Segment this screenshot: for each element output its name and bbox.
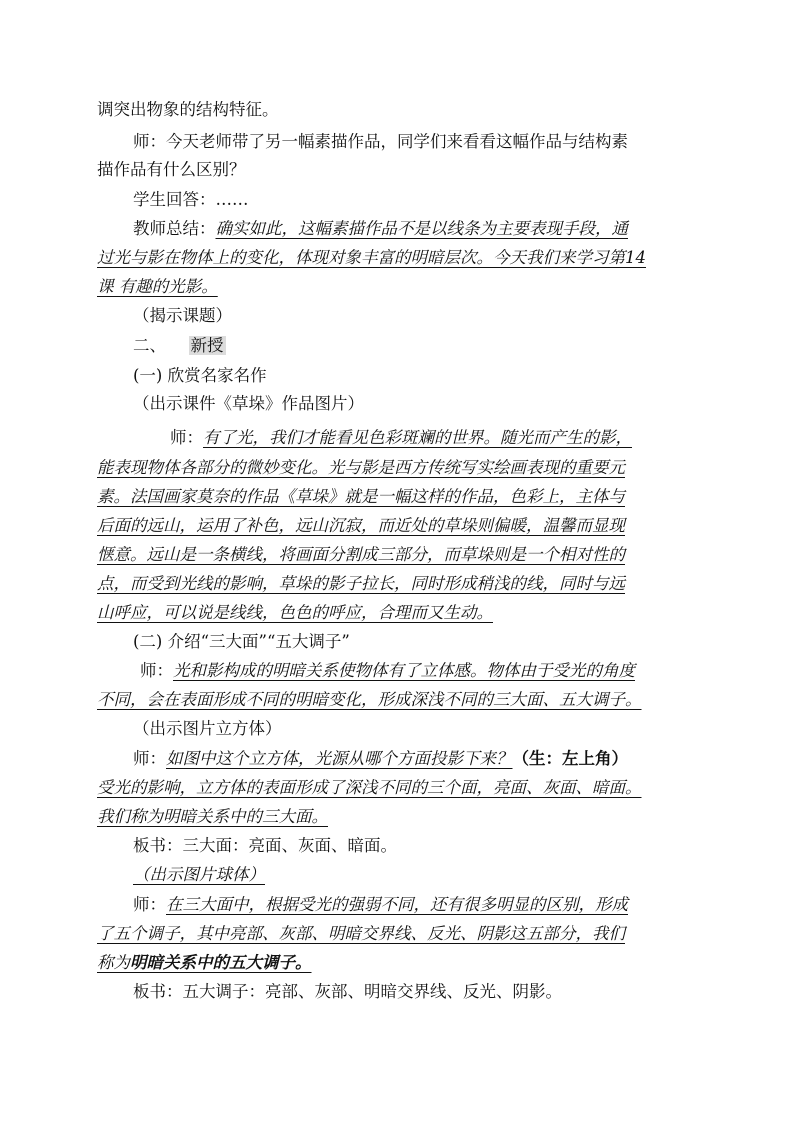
teacher-speech: 受光的影响，立方体的表面形成了深浅不同的三个面，亮面、灰面、暗面。 xyxy=(97,778,642,797)
text-line xyxy=(133,831,743,861)
text-line xyxy=(133,214,708,244)
teacher-speech: 点，而受到光线的影响，草垛的影子拉长，同时形成稍浅的线，同时与远 xyxy=(97,574,625,593)
text-line xyxy=(97,155,707,185)
emphasis-text: 明暗关系中的五大调子。 xyxy=(130,953,312,972)
text-line xyxy=(97,948,707,978)
paragraph-text: 师：今天老师带了另一幅素描作品，同学们来看看这幅作品与结构素 xyxy=(133,132,628,151)
text-line xyxy=(97,685,707,715)
teacher-speech: 能表现物体各部分的微妙变化。光与影是西方传统写实绘画表现的重要元 xyxy=(97,458,625,477)
speaker-label: 教师总结： xyxy=(133,219,216,238)
teacher-speech: 我们称为明暗关系中的三大面。 xyxy=(97,807,328,826)
section-heading xyxy=(133,331,743,361)
summary-text: 确实如此，这幅素描作品不是以线条为主要表现手段，通 xyxy=(215,219,628,238)
speaker-label: 师： xyxy=(133,895,166,914)
paragraph-text: 调突出物象的结构特征。 xyxy=(97,100,279,119)
speaker-label: 师： xyxy=(170,428,203,447)
subsection-title: (一) 欣赏名家名作 xyxy=(133,366,267,385)
text-line xyxy=(97,453,707,483)
summary-text: 课 有趣的光影。 xyxy=(97,277,218,296)
text-line xyxy=(133,185,743,215)
stage-note: （出示图片球体） xyxy=(133,865,265,884)
paragraph-text: 学生回答：…… xyxy=(133,190,249,209)
section-title: 新授 xyxy=(190,336,224,355)
subsection-heading xyxy=(133,627,743,657)
teacher-speech: 如图中这个立方体，光源从哪个方面投影下来？ xyxy=(166,749,513,768)
text-line xyxy=(97,598,707,628)
text-line xyxy=(133,860,743,890)
text-line xyxy=(97,482,707,512)
text-line xyxy=(97,540,707,570)
text-line xyxy=(97,569,707,599)
teacher-speech: 惬意。远山是一条横线，将画面分割成三部分，而草垛则是一个相对性的 xyxy=(97,545,625,564)
text-line xyxy=(133,389,743,419)
text-line xyxy=(133,714,743,744)
text-line xyxy=(97,773,707,803)
teacher-speech: 有了光，我们才能看见色彩斑斓的世界。随光而产生的影， xyxy=(203,428,632,447)
board-note: 板书：五大调子：亮部、灰部、明暗交界线、反光、阴影。 xyxy=(133,982,562,1001)
teacher-speech: 光和影构成的明暗关系使物体有了立体感。物体由于受光的角度 xyxy=(173,661,635,680)
teacher-speech: 山呼应，可以说是线线，色色的呼应，合理而又生动。 xyxy=(97,603,493,622)
teacher-speech: 在三大面中，根据受光的强弱不同，还有很多明显的区别，形成 xyxy=(166,895,628,914)
stage-note: （揭示课题） xyxy=(133,306,232,325)
speaker-label: 师： xyxy=(133,749,166,768)
speaker-label: 师： xyxy=(140,661,173,680)
text-line xyxy=(133,127,708,157)
teacher-speech: 称为 xyxy=(97,953,130,972)
teacher-speech: 不同，会在表面形成不同的明暗变化，形成深浅不同的三大面、五大调子。 xyxy=(97,690,642,709)
stage-note: （出示课件《草垛》作品图片） xyxy=(133,394,364,413)
paragraph-text: 描作品有什么区别？ xyxy=(97,160,246,179)
text-line xyxy=(97,95,707,125)
text-line xyxy=(133,977,743,1007)
text-line xyxy=(97,919,707,949)
subsection-heading xyxy=(133,361,743,391)
section-number: 二、 xyxy=(133,336,166,355)
text-line xyxy=(97,511,707,541)
subsection-title: (二) 介绍“三大面”“五大调子” xyxy=(133,632,350,651)
text-line xyxy=(97,272,707,302)
text-line xyxy=(133,301,743,331)
teacher-speech: 后面的远山，运用了补色，远山沉寂，而近处的草垛则偏暖，温馨而显现 xyxy=(97,516,625,535)
text-line xyxy=(97,243,707,273)
text-line xyxy=(133,744,708,774)
teacher-speech: 了五个调子，其中亮部、灰部、明暗交界线、反光、阴影这五部分，我们 xyxy=(97,924,625,943)
text-line xyxy=(97,802,707,832)
teacher-speech: 素。法国画家莫奈的作品《草垛》就是一幅这样的作品，色彩上，主体与 xyxy=(97,487,625,506)
summary-text: 过光与影在物体上的变化，体现对象丰富的明暗层次。今天我们来学习第14 xyxy=(97,248,646,267)
board-note: 板书：三大面：亮面、灰面、暗面。 xyxy=(133,836,397,855)
student-answer: （生：左上角） xyxy=(512,749,628,768)
text-line xyxy=(133,890,708,920)
stage-note: （出示图片立方体） xyxy=(133,719,282,738)
text-line xyxy=(170,423,708,453)
text-line xyxy=(140,656,708,686)
